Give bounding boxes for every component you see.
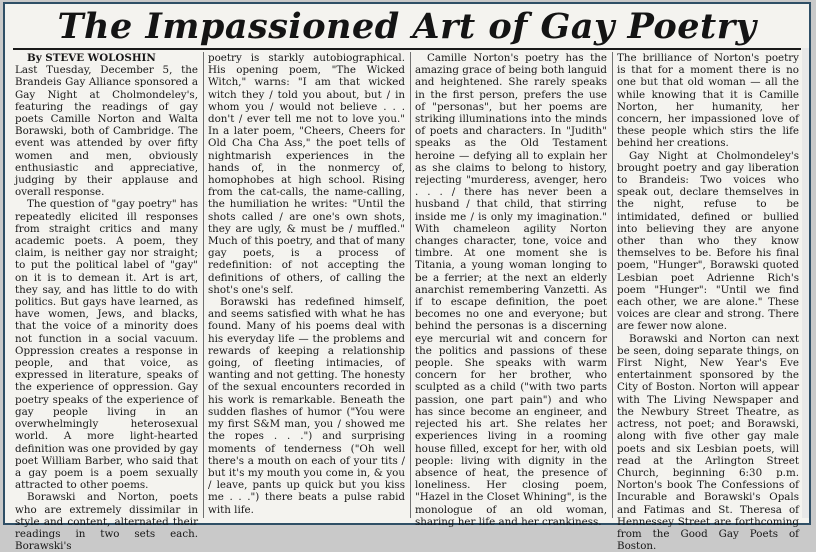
column-divider bbox=[612, 52, 613, 518]
paragraph: Borawski and Norton can next be seen, doing separate things, on First Night, New Year's Eve entertainment sponsored by the City of Boston. Norton will appear with The Living Newspaper and the Newbury Street Theatre, as actress, not poet; and Borawski, along with five other gay male poets and six Lesbian poets, will read at the Arlington Street Church, beginning 6:30 p.m. Norton's book The Confessions of Incurable and Borawski's Opals and Fatimas and St. Theresa of Hennessey Street are forthcoming from the Good Gay Poets of Boston. bbox=[617, 332, 799, 552]
paragraph: The brilliance of Norton's poetry is that for a moment there is no one but that old woman — all the while knowing that it is Camille Norton, her humanity, her concern, her impassioned love of these people which stirs the life behind her creations. bbox=[617, 52, 799, 150]
scrollbar[interactable] bbox=[802, 48, 809, 518]
paragraph: The question of "gay poetry" has repeatedly elicited ill responses from straight critics and many academic poets. A poem, they claim, is neither gay nor straight; to put the political label of "gay" on it is to demean it. Art is art, they say, and has little to do with politics. But gays have learned, as have women, Jews, and blacks, that the voice of a minority does not function in a social vacuum. Oppression creates a response in people, and that voice, as expressed in literature, speaks of the experience of oppression. Gay poetry speaks of the experience of gay people living in an overwhelmingly heterosexual world. A more light-hearted definition was one provided by gay poet William Barber, who said that a gay poem is a poem sexually attracted to other poems. bbox=[15, 198, 198, 492]
column-4 bbox=[617, 52, 799, 552]
paragraph: Borawski has redefined himself, and seems satisfied with what he has found. Many of his poems deal with his everyday life — the problems and rewards of keeping a relationship going, of fleeting intimacies, of wanting and not getting. The honesty of the sexual encounters recorded in his work is remarkable. Beneath the sudden flashes of humor ("You were my first S&M man, you / showed me the ropes . . .") and surprising moments of tenderness ("Oh well there's a mouth on each of your tits / but it's my mouth you come in, & you / leave, pants up quick but you kiss me . . .") there beats a pulse rabid with life. bbox=[208, 296, 405, 516]
paragraph: Last Tuesday, December 5, the Brandeis Gay Alliance sponsored a Gay Night at Cholmondeley's, featuring the readings of gay poets Camille Norton and Walta Borawski, both of Cambridge. The event was attended by over fifty women and men, obviously enthusiastic and appreciative, judging by their applause and overall response. bbox=[15, 64, 198, 199]
column-divider bbox=[203, 52, 204, 518]
article-headline: The Impassioned Art of Gay Poetry bbox=[57, 6, 757, 47]
column-divider bbox=[410, 52, 411, 518]
paragraph: Camille Norton's poetry has the amazing grace of being both languid and heightened. She rarely speaks in the first person, prefers the use of "personas", but her poems are striking illuminations into the minds of poets and characters. In "Judith" speaks as the Old Testament heroine — defying all to explain her as she claims to belong to history, rejecting "murderess, avenger, hero . . . / there has never been a husband / that child, that stirring inside me / is only my imagination." With chameleon agility Norton changes character, tone, voice and timbre. At one moment she is Titania, a young woman longing to be a ferrier; at the next an elderly anarchist remembering Vanzetti. As if to escape definition, the poet becomes no one and everyone; but behind the personas is a discerning eye mercurial wit and concern for the politics and passions of these people. She speaks with warm concern for her brother, who sculpted as a child ("with two parts passion, one part pain") and who has since become an engineer, and rejected his art. She relates her experiences living in a rooming house filled, except for her, with old people: living with dignity in the absence of heat, the presence of loneliness. Her closing poem, "Hazel in the Closet Whining", is the monologue of an old woman, sharing her life and her crankiness. bbox=[415, 52, 607, 528]
column-2 bbox=[208, 52, 405, 522]
paragraph: Borawski and Norton, poets who are extremely dissimilar in style and content, alternated their readings in two sets each. Borawski's bbox=[15, 491, 198, 552]
paragraph: poetry is starkly autobiographical. His opening poem, "The Wicked Witch," warns: "I am that wicked witch they / told you about, but / in whom you / would not believe . . . don't / ever tell me not to love you." In a later poem, "Cheers, Cheers for Old Cha Cha Ass," the poet tells of nightmarish experiences in the hands of, in the nonmercy of, homophobes at high school. Rising from the cat-calls, the name-calling, the humiliation he writes: "Until the shots called / are one's own shots, they are ugly, & must be / muffled." Much of this poetry, and that of many gay poets, is a process of redefinition: of not accepting the definitions of others, of calling the shot's one's self. bbox=[208, 52, 405, 296]
paragraph: Gay Night at Cholmondeley's brought poetry and gay liberation to Brandeis: Two voices who speak out, declare themselves in the night, refuse to be intimidated, defined or bullied into believing they are anyone other than who they know themselves to be. Before his final poem, "Hunger", Borawski quoted Lesbian poet Adrienne Rich's poem "Hunger": "Until we find each other, we are alone." These voices are clear and strong. There are fewer now alone. bbox=[617, 149, 799, 333]
column-1 bbox=[15, 52, 198, 552]
column-3 bbox=[415, 52, 607, 528]
article-byline: By STEVE WOLOSHIN bbox=[27, 52, 156, 64]
headline-rule bbox=[13, 48, 801, 50]
newspaper-clipping bbox=[3, 2, 811, 552]
